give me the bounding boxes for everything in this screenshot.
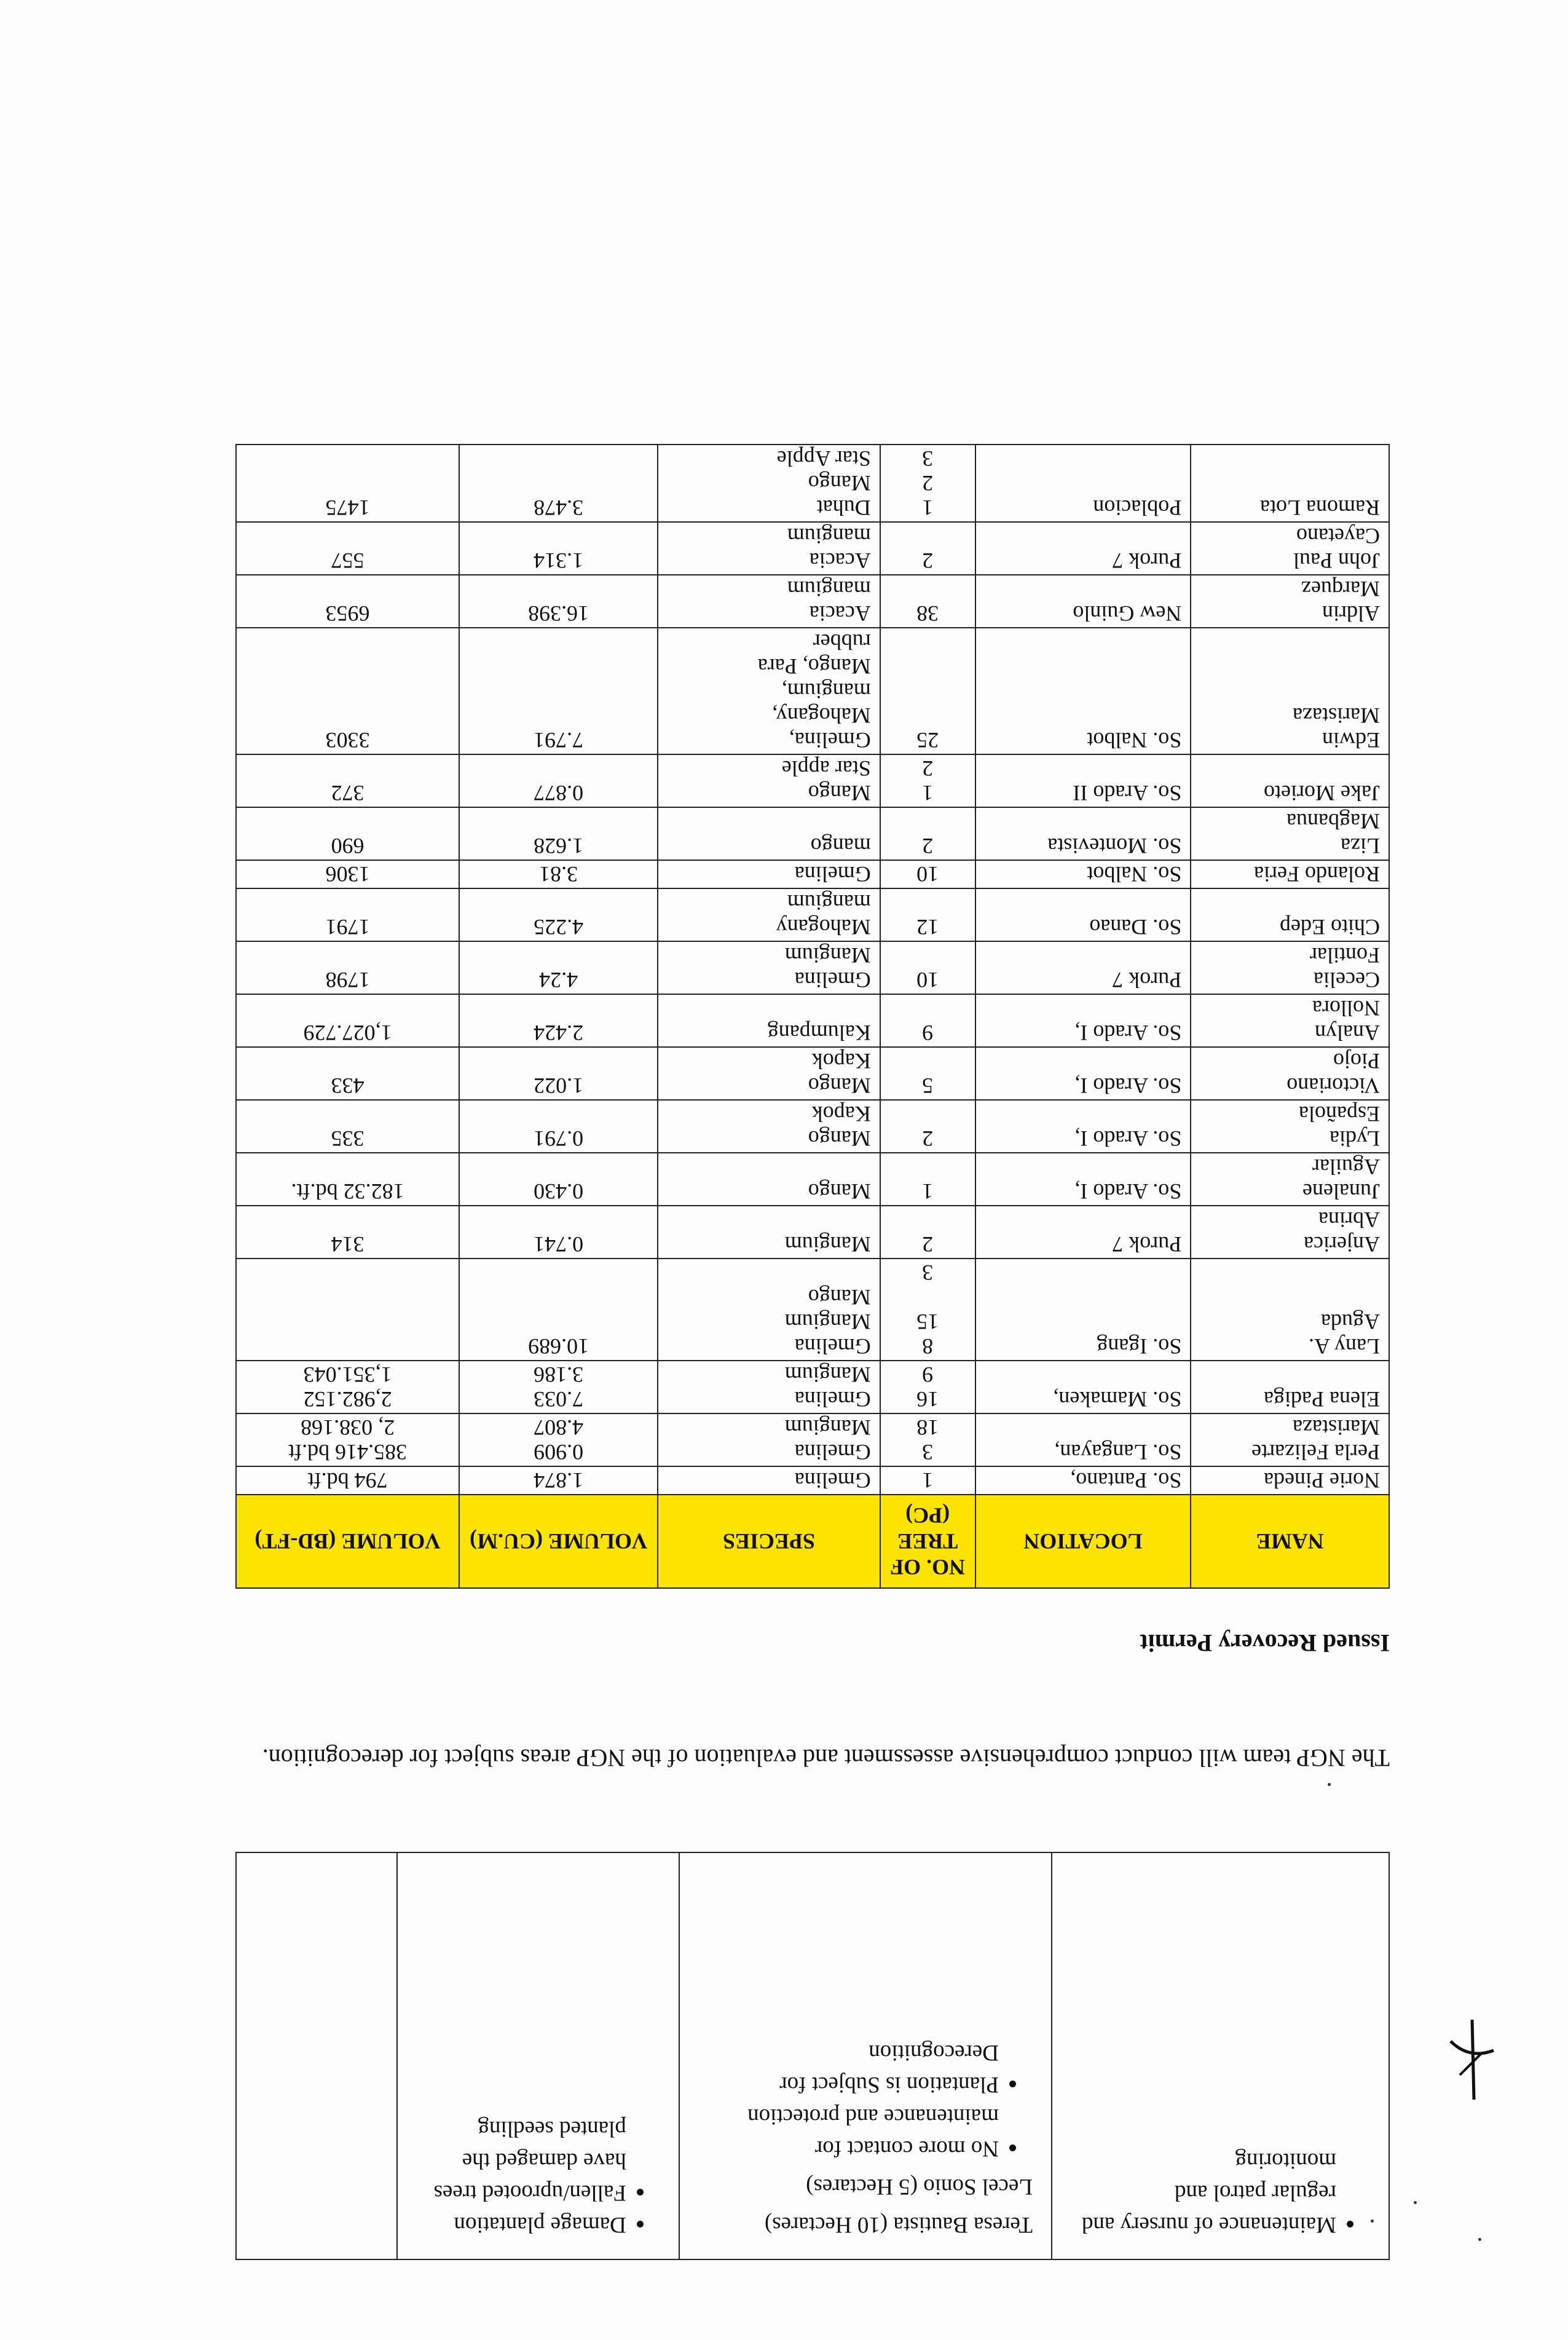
header-species: SPECIES: [658, 1495, 880, 1588]
cell-location: So. Arado I,: [975, 1100, 1191, 1153]
cell-no-of-tree: 25: [880, 628, 975, 754]
header-volume-bdft: VOLUME (BD-FT): [236, 1495, 459, 1588]
table-row: [236, 941, 1389, 994]
cell-name: Analyn Nollora: [1191, 994, 1389, 1047]
cell-volume-cum: 1.874: [459, 1466, 658, 1495]
cell-species: Mango Kapok: [658, 1047, 880, 1100]
section-title: Issued Recovery Permit: [1140, 1629, 1390, 1657]
cell-location: Poblacion: [975, 445, 1191, 522]
table-row: [236, 1466, 1389, 1495]
cell-location: So. Montevista: [975, 807, 1191, 860]
cell-location: So. Arado I,: [975, 1153, 1191, 1206]
cell-location: So. Langayan,: [975, 1413, 1191, 1466]
cell-name: Chito Edep: [1191, 888, 1389, 941]
table-row: [236, 1361, 1389, 1413]
cell-species: Gmelina Mangium Mango: [658, 1259, 880, 1361]
cell-volume-bdft: 6953: [236, 575, 459, 628]
cell-no-of-tree: 3 18: [880, 1413, 975, 1466]
cell-name: Edwin Maristaza: [1191, 628, 1389, 754]
cell-species: Gmelina: [658, 1466, 880, 1495]
cell-location: So. Arado I,: [975, 994, 1191, 1047]
bullet-item: • Fallen/uprooted trees have damaged the planted seedling: [416, 2113, 626, 2208]
cell-volume-bdft: 1791: [236, 888, 459, 941]
cell-volume-cum: 0.877: [459, 754, 658, 807]
cell-no-of-tree: 1: [880, 1466, 975, 1495]
bullet-item: • No more contact for maintenance and protection: [698, 2100, 999, 2164]
cell-name: Aldrin Marquez: [1191, 575, 1389, 628]
cell-species: Mango: [658, 1153, 880, 1206]
cell-no-of-tree: 2: [880, 1206, 975, 1259]
issue-cell: [1052, 1852, 1389, 2259]
table-row: [236, 1153, 1389, 1206]
cell-volume-bdft: 1475: [236, 445, 459, 522]
cell-name: Lany A. Aguda: [1191, 1259, 1389, 1361]
cell-volume-cum: 16.398: [459, 575, 658, 628]
bullet-item: • Maintenance of nursery and regular patrol and monitoring: [1071, 2144, 1336, 2240]
cell-no-of-tree: 12: [880, 888, 975, 941]
cell-location: So. Mamaken,: [975, 1361, 1191, 1413]
cell-volume-cum: 3.478: [459, 445, 658, 522]
header-location: LOCATION: [975, 1495, 1191, 1588]
cell-location: So. Arado II: [975, 754, 1191, 807]
cell-species: Mahogany mangium: [658, 888, 880, 941]
cell-volume-bdft: 690: [236, 807, 459, 860]
cell-volume-cum: 7.791: [459, 628, 658, 754]
table-row: [236, 1100, 1389, 1153]
cell-no-of-tree: 1 2: [880, 754, 975, 807]
cell-volume-cum: 10.689: [459, 1259, 658, 1361]
header-row: [236, 1495, 1389, 1588]
cell-no-of-tree: 8 15 3: [880, 1259, 975, 1361]
cell-volume-bdft: 1306: [236, 860, 459, 888]
cell-volume-bdft: 372: [236, 754, 459, 807]
table-row: [236, 807, 1389, 860]
cell-name: Anjerica Abrina: [1191, 1206, 1389, 1259]
cell-volume-bdft: 1,027.729: [236, 994, 459, 1047]
cell-volume-cum: 1.022: [459, 1047, 658, 1100]
cell-location: So. Arado I,: [975, 1047, 1191, 1100]
table-row: [236, 754, 1389, 807]
cell-volume-bdft: 314: [236, 1206, 459, 1259]
cell-no-of-tree: 5: [880, 1047, 975, 1100]
cell-location: So. Nalbot: [975, 860, 1191, 888]
cell-volume-cum: 1.628: [459, 807, 658, 860]
area-reference: Lecel Sonio (5 Hectares): [806, 2174, 1033, 2199]
status-cell: [679, 1852, 1052, 2259]
scan-speck: [1478, 2238, 1481, 2241]
table-row: [236, 1852, 1389, 2259]
bullet-item: • Damage plantation: [416, 2208, 626, 2240]
cell-volume-cum: 4.24: [459, 941, 658, 994]
cell-volume-bdft: 385.416 bd.ft 2, 038.168: [236, 1413, 459, 1466]
cell-no-of-tree: 16 9: [880, 1361, 975, 1413]
cell-species: Mangium: [658, 1206, 880, 1259]
cell-volume-bdft: 182.32 bd.ft.: [236, 1153, 459, 1206]
cell-species: Gmelina Mangium: [658, 941, 880, 994]
activities-table: [235, 1852, 1390, 2260]
cell-name: Perla Felizarte Maristaza: [1191, 1413, 1389, 1466]
cell-volume-cum: 0.741: [459, 1206, 658, 1259]
cell-no-of-tree: 10: [880, 860, 975, 888]
cell-species: Gmelina: [658, 860, 880, 888]
header-name: NAME: [1191, 1495, 1389, 1588]
cell-species: Gmelina Mangium: [658, 1413, 880, 1466]
cell-no-of-tree: 38: [880, 575, 975, 628]
cell-name: Rolando Feria: [1191, 860, 1389, 888]
assessment-paragraph: The NGP team will conduct comprehensive assessment and evaluation of the NGP areas subject for derecognition.: [262, 1744, 1390, 1772]
table-row: [236, 575, 1389, 628]
cell-name: Victoriano Piojo: [1191, 1047, 1389, 1100]
cell-location: So. Pantano,: [975, 1466, 1191, 1495]
cell-no-of-tree: 1 2 3: [880, 445, 975, 522]
table-row: [236, 1047, 1389, 1100]
cell-species: Mango Star apple: [658, 754, 880, 807]
cell-no-of-tree: 2: [880, 1100, 975, 1153]
table-row: [236, 994, 1389, 1047]
table-row: [236, 1413, 1389, 1466]
cell-name: John Paul Cayetano: [1191, 522, 1389, 575]
cell-species: Gmelina, Mahogany, mangium, Mango, Para rubber: [658, 628, 880, 754]
cell-name: Cecelia Fontilar: [1191, 941, 1389, 994]
bullet-item: • Plantation is Subject for Derecognition: [698, 2036, 999, 2100]
cell-volume-cum: 0.791: [459, 1100, 658, 1153]
cell-name: Junalene Aguilar: [1191, 1153, 1389, 1206]
cell-species: Gmelina Mangium: [658, 1361, 880, 1413]
scan-speck: [1371, 2219, 1374, 2223]
cell-location: So. Danao: [975, 888, 1191, 941]
cell-volume-bdft: 3303: [236, 628, 459, 754]
cell-location: So. Nalbot: [975, 628, 1191, 754]
cell-volume-bdft: 433: [236, 1047, 459, 1100]
cell-species: Acacia mangium: [658, 575, 880, 628]
cell-no-of-tree: 1: [880, 1153, 975, 1206]
cell-location: So. Igang: [975, 1259, 1191, 1361]
table-row: [236, 860, 1389, 888]
cell-volume-cum: 1.314: [459, 522, 658, 575]
cell-name: Liza Magbanua: [1191, 807, 1389, 860]
cell-no-of-tree: 10: [880, 941, 975, 994]
table-row: [236, 1206, 1389, 1259]
cell-location: New Guinlo: [975, 575, 1191, 628]
table-row: [236, 628, 1389, 754]
handwritten-check-mark-icon: [1444, 2017, 1500, 2103]
cell-name: Norie Pineda: [1191, 1466, 1389, 1495]
cell-volume-cum: 0.430: [459, 1153, 658, 1206]
cell-volume-bdft: 794 bd.ft: [236, 1466, 459, 1495]
table-row: [236, 1259, 1389, 1361]
cell-species: Mango Kapok: [658, 1100, 880, 1153]
cell-volume-bdft: 557: [236, 522, 459, 575]
header-volume-cum: VOLUME (CU.M): [459, 1495, 658, 1588]
blank-cell: [236, 1852, 397, 2259]
cell-name: Elena Padiga: [1191, 1361, 1389, 1413]
cell-volume-bdft: [236, 1259, 459, 1361]
scan-speck: [1414, 2201, 1417, 2204]
cell-location: Purok 7: [975, 941, 1191, 994]
cell-species: Duhat Mango Star Apple: [658, 445, 880, 522]
cell-species: Kalumpang: [658, 994, 880, 1047]
cell-volume-bdft: 1798: [236, 941, 459, 994]
cell-no-of-tree: 2: [880, 807, 975, 860]
recovery-permit-table: [235, 444, 1390, 1589]
cell-species: Acacia mangium: [658, 522, 880, 575]
cell-volume-cum: 4.225: [459, 888, 658, 941]
scan-speck: [1328, 1783, 1331, 1786]
table-row: [236, 522, 1389, 575]
cell-no-of-tree: 9: [880, 994, 975, 1047]
table-row: [236, 445, 1389, 522]
cell-name: Ramona Lota: [1191, 445, 1389, 522]
cell-volume-cum: 2.424: [459, 994, 658, 1047]
cell-volume-cum: 3.81: [459, 860, 658, 888]
cell-volume-bdft: 2,982.152 1,351.043: [236, 1361, 459, 1413]
table-row: [236, 888, 1389, 941]
cell-species: mango: [658, 807, 880, 860]
cell-name: Lydia Española: [1191, 1100, 1389, 1153]
header-no-of-tree: NO. OF TREE (PC): [880, 1495, 975, 1588]
cell-location: Purok 7: [975, 1206, 1191, 1259]
cell-location: Purok 7: [975, 522, 1191, 575]
cell-name: Jake Morieto: [1191, 754, 1389, 807]
cell-volume-cum: 0.909 4.807: [459, 1413, 658, 1466]
cell-volume-bdft: 335: [236, 1100, 459, 1153]
area-reference: Teresa Bautista (10 Hectares): [764, 2212, 1033, 2237]
cell-volume-cum: 7.033 3.186: [459, 1361, 658, 1413]
cell-no-of-tree: 2: [880, 522, 975, 575]
observation-cell: [397, 1852, 679, 2259]
